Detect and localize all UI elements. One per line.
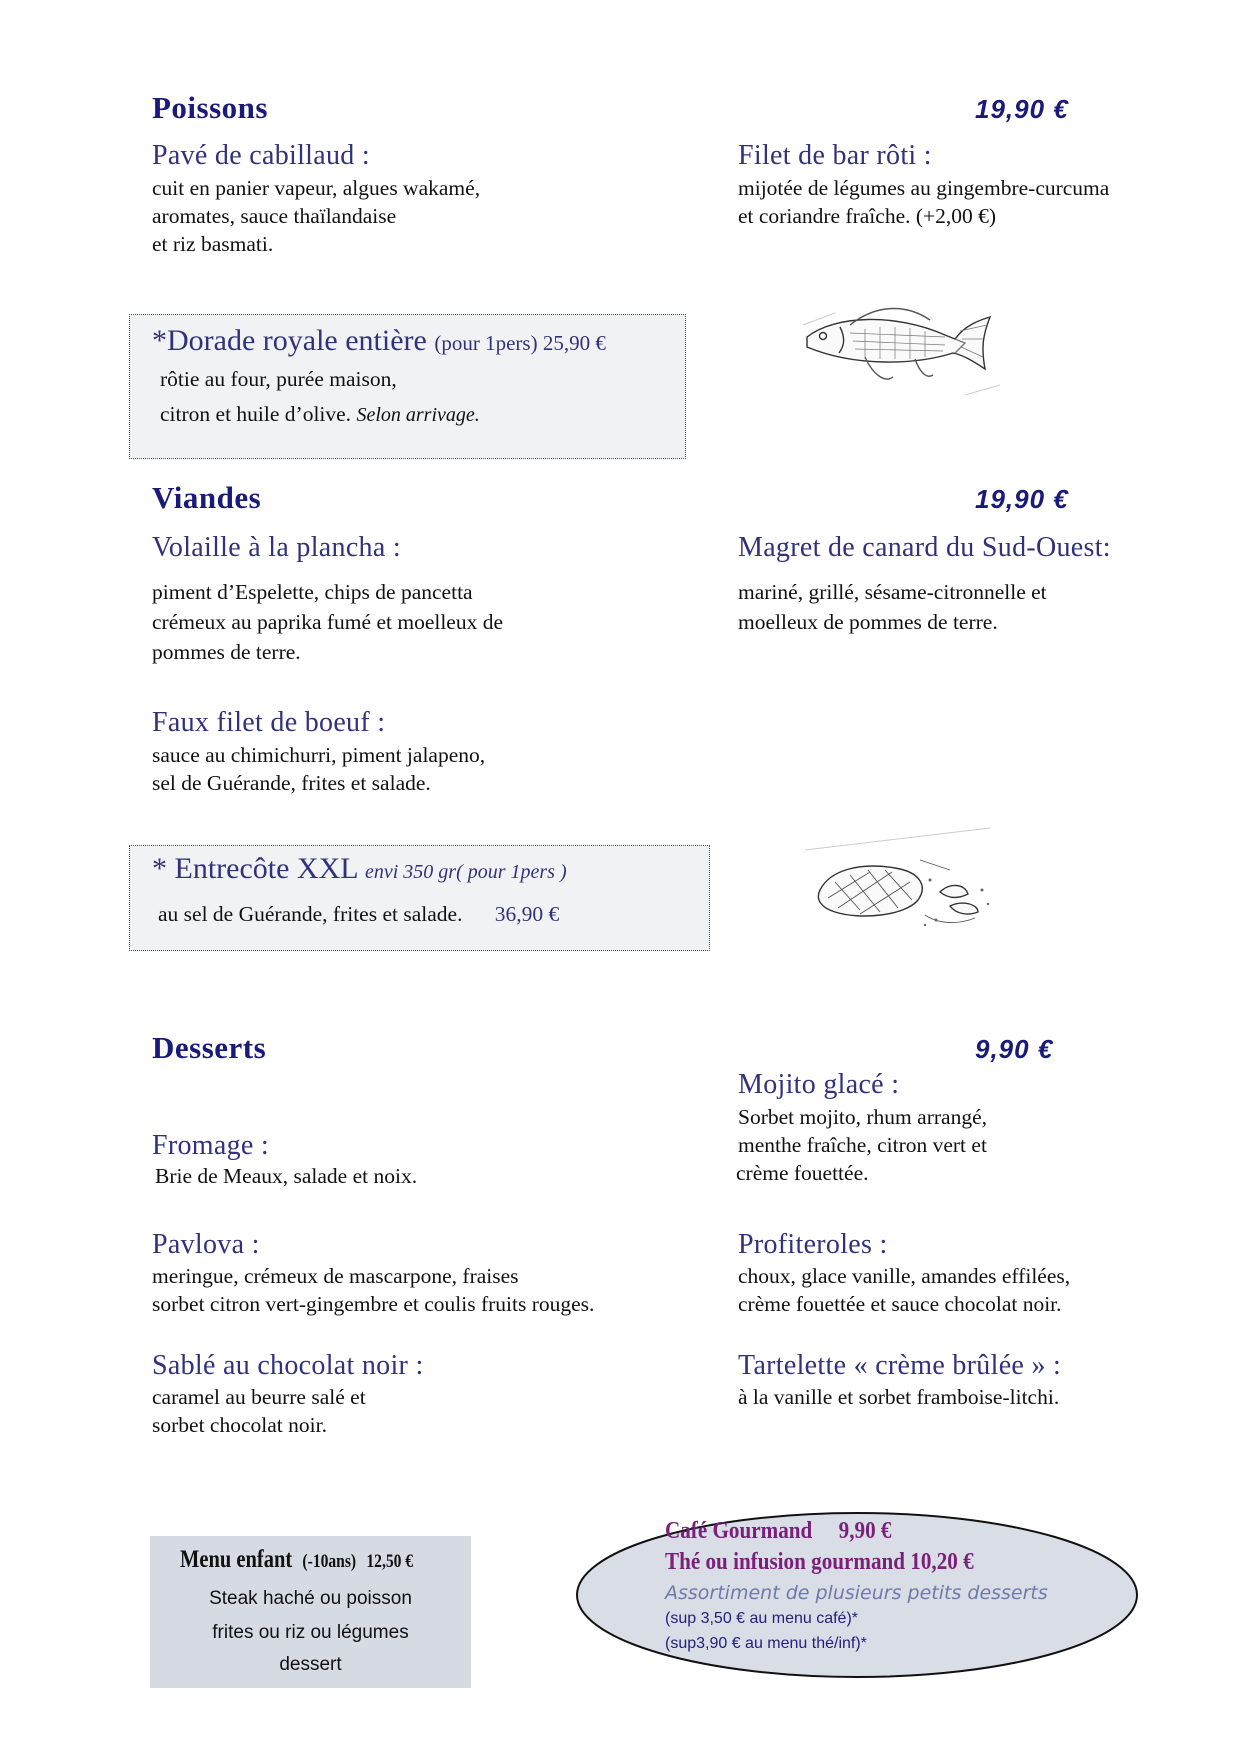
cafe-gourmand-line: Café Gourmand 9,90 € [665, 1518, 892, 1544]
dish-description-volaille: piment d’Espelette, chips de pancetta crémeux au paprika fumé et moelleux de pommes de terre. [152, 580, 504, 664]
dessert-name-tartelette: Tartelette « crème brûlée » : [738, 1350, 1062, 1381]
kids-menu-line-3: dessert [279, 1654, 342, 1675]
supplement-the: (sup3,90 € au menu thé/inf)* [665, 1635, 867, 1652]
steak-illustration [800, 820, 1000, 950]
dish-description-magret: mariné, grillé, sésame-citronnelle et moelleux de pommes de terre. [738, 580, 1047, 634]
dish-name-magret: Magret de canard du Sud-Ouest: [738, 532, 1111, 563]
dessert-description-sable: caramel au beurre salé et sorbet chocolat noir. [152, 1385, 366, 1437]
dessert-name-fromage: Fromage : [152, 1130, 270, 1161]
kids-menu-box [150, 1536, 471, 1688]
section-title-poissons: Poissons [152, 90, 268, 125]
dessert-description-fromage: Brie de Meaux, salade et noix. [155, 1164, 418, 1188]
dorade-line-2: citron et huile d’olive. Selon arrivage. [160, 402, 480, 426]
dorade-box [129, 314, 686, 459]
section-title-viandes: Viandes [152, 480, 262, 515]
fish-illustration [795, 295, 1005, 425]
kids-menu-line-1: Steak haché ou poisson [209, 1588, 412, 1609]
dish-description-bar: mijotée de légumes au gingembre-curcuma et coriandre fraîche. (+2,00 €) [738, 176, 1110, 228]
dorade-line-1: rôtie au four, purée maison, [160, 367, 397, 391]
dish-name-faux-filet: Faux filet de boeuf : [152, 707, 386, 738]
dessert-description-pavlova: meringue, crémeux de mascarpone, fraises sorbet citron vert-gingembre et coulis fruits rouges. [152, 1264, 595, 1316]
entrecote-box [129, 845, 710, 951]
entrecote-title: * Entrecôte XXL envi 350 gr( pour 1pers ) [152, 852, 567, 885]
dessert-description-mojito: Sorbet mojito, rhum arrangé, menthe fraîche, citron vert et crème fouettée. [736, 1105, 987, 1185]
kids-menu-title: Menu enfant (-10ans) 12,50 € [180, 1546, 414, 1573]
section-title-desserts: Desserts [152, 1030, 267, 1065]
dish-description-cabillaud: cuit en panier vapeur, algues wakamé, aromates, sauce thaïlandaise et riz basmati. [152, 176, 481, 256]
the-gourmand-line: Thé ou infusion gourmand 10,20 € [665, 1549, 974, 1575]
dessert-name-pavlova: Pavlova : [152, 1229, 260, 1260]
assortment-line: Assortiment de plusieurs petits desserts [665, 1582, 1048, 1604]
supplement-cafe: (sup 3,50 € au menu café)* [665, 1610, 859, 1627]
dish-name-bar: Filet de bar rôti : [738, 140, 932, 171]
section-price-poissons: 19,90 € [975, 94, 1069, 124]
entrecote-line: au sel de Guérande, frites et salade. 36,90 € [158, 902, 560, 926]
dish-description-faux-filet: sauce au chimichurri, piment jalapeno, sel de Guérande, frites et salade. [152, 743, 486, 795]
dessert-description-tartelette: à la vanille et sorbet framboise-litchi. [738, 1385, 1060, 1409]
dish-name-cabillaud: Pavé de cabillaud : [152, 140, 370, 171]
dessert-name-profiteroles: Profiteroles : [738, 1229, 888, 1260]
section-price-viandes: 19,90 € [975, 484, 1069, 514]
dessert-description-profiteroles: choux, glace vanille, amandes effilées, crème fouettée et sauce chocolat noir. [738, 1264, 1071, 1316]
section-price-desserts: 9,90 € [975, 1034, 1054, 1064]
dessert-name-sable: Sablé au chocolat noir : [152, 1350, 424, 1381]
dish-name-volaille: Volaille à la plancha : [152, 532, 401, 563]
kids-menu-line-2: frites ou riz ou légumes [212, 1622, 409, 1643]
dessert-name-mojito: Mojito glacé : [738, 1069, 900, 1100]
dorade-title: *Dorade royale entière (pour 1pers) 25,90 € [152, 324, 606, 357]
